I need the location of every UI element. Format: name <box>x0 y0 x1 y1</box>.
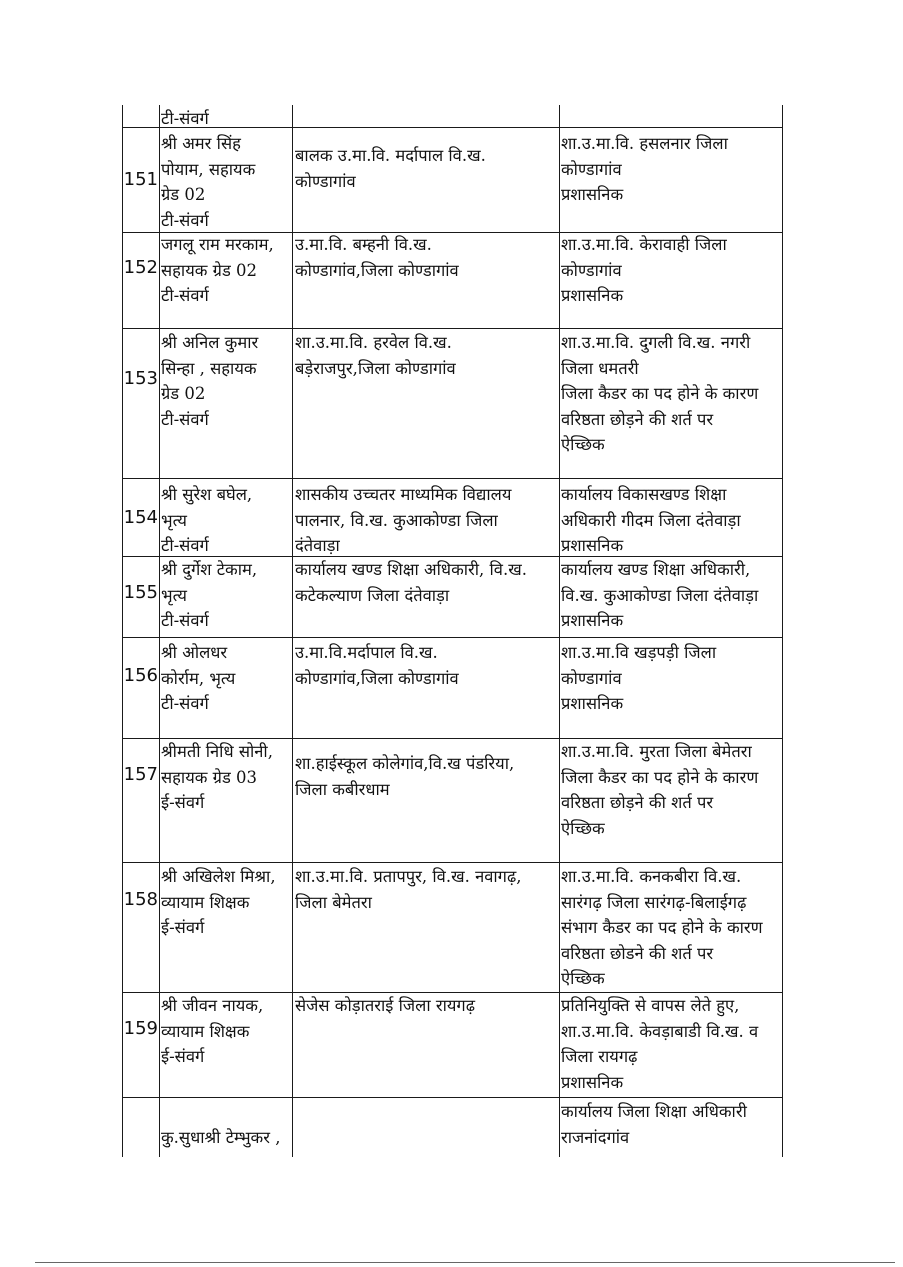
employee-name-cell-line: टी-संवर्ग <box>161 694 209 713</box>
current-posting-cell-line: सेजेस कोड़ातराई जिला रायगढ़ <box>295 996 476 1015</box>
new-posting-cell-line: शा.उ.मा.वि. केवड़ाबाडी वि.ख. व <box>561 1021 759 1041</box>
employee-name-cell-line: श्रीमती निधि सोनी, <box>161 742 273 761</box>
employee-name-cell-line: ग्रेड 02 <box>161 384 206 403</box>
new-posting-cell <box>561 232 782 309</box>
new-posting-cell <box>561 330 782 458</box>
new-posting-cell <box>561 1099 782 1150</box>
serial-number: 154 <box>123 507 158 529</box>
serial-number: 158 <box>123 889 158 911</box>
table-row-rule <box>122 862 782 863</box>
employee-name-cell-line: सिन्हा , सहायक <box>161 358 257 378</box>
employee-name-cell-line: श्री अनिल कुमार <box>161 333 259 352</box>
current-posting-cell <box>295 143 558 194</box>
new-posting-cell-line: प्रशासनिक <box>561 1072 624 1092</box>
table-row-rule <box>122 1097 782 1098</box>
employee-name-cell <box>161 640 292 717</box>
current-posting-cell <box>295 993 558 1019</box>
current-posting-cell-line: शा.उ.मा.वि. हरवेल वि.ख. <box>295 333 452 352</box>
serial-number: 157 <box>123 764 158 786</box>
current-posting-cell-line: पालनार, वि.ख. कुआकोण्डा जिला <box>295 510 498 530</box>
employee-name-cell-line: सहायक ग्रेड 02 <box>161 260 258 280</box>
employee-name-cell-line: पोयाम, सहायक <box>161 159 256 179</box>
current-posting-cell-line: बालक उ.मा.वि. मर्दापाल वि.ख. <box>295 146 486 165</box>
current-posting-cell-line: कोण्डागांव,जिला कोण्डागांव <box>295 260 459 280</box>
current-posting-cell <box>295 482 558 559</box>
new-posting-cell-line: वरिष्ठता छोडने की शर्त पर <box>561 943 714 963</box>
table-row-rule <box>122 478 782 479</box>
employee-name-cell-line: श्री ओलधर <box>161 643 228 662</box>
current-posting-cell-line: शासकीय उच्चतर माध्यमिक विद्यालय <box>295 485 512 504</box>
employee-name-cell-line: श्री सुरेश बघेल, <box>161 485 253 504</box>
employee-name-cell <box>161 106 292 132</box>
employee-name-cell-line: ग्रेड 02 <box>161 185 206 204</box>
new-posting-cell-line: शा.उ.मा.वि. हसलनार जिला <box>561 134 728 153</box>
employee-name-cell <box>161 232 292 309</box>
serial-number: 156 <box>123 665 158 687</box>
new-posting-cell-line: शा.उ.मा.वि खड़पड़ी जिला <box>561 643 717 662</box>
page-bottom-rule <box>35 1262 895 1263</box>
employee-name-cell <box>161 482 292 559</box>
new-posting-cell <box>561 739 782 841</box>
table-column-rule <box>292 105 293 1157</box>
new-posting-cell-line: कोण्डागांव <box>561 159 622 179</box>
new-posting-cell-line: जिला रायगढ़ <box>561 1047 638 1066</box>
new-posting-cell-line: जिला कैडर का पद होने के कारण <box>561 384 759 403</box>
employee-name-cell-line: ई-संवर्ग <box>161 1047 205 1066</box>
serial-number: 152 <box>123 257 158 279</box>
new-posting-cell-line: प्रशासनिक <box>561 611 624 630</box>
new-posting-cell-line: ऐच्छिक <box>561 435 605 454</box>
employee-name-cell-line: व्यायाम शिक्षक <box>161 1021 250 1041</box>
employee-name-cell-line <box>161 1099 292 1125</box>
employee-name-cell-line: टी-संवर्ग <box>161 611 209 630</box>
current-posting-cell-line: शा.उ.मा.वि. प्रतापपुर, वि.ख. नवागढ़, <box>295 867 522 886</box>
employee-name-cell-line: भृत्य <box>161 585 187 605</box>
new-posting-cell-line: शा.उ.मा.वि. दुगली वि.ख. नगरी <box>561 333 751 352</box>
new-posting-cell <box>561 557 782 634</box>
serial-number: 155 <box>123 582 158 604</box>
serial-number: 159 <box>123 1018 158 1040</box>
new-posting-cell-line: अधिकारी गीदम जिला दंतेवाड़ा <box>561 510 741 530</box>
employee-name-cell <box>161 330 292 432</box>
new-posting-cell-line: संभाग कैडर का पद होने के कारण <box>561 918 763 937</box>
employee-name-cell-line: श्री अमर सिंह <box>161 134 241 153</box>
table-row-rule <box>122 328 782 329</box>
current-posting-cell-line: कार्यालय खण्ड शिक्षा अधिकारी, वि.ख. <box>295 560 527 579</box>
current-posting-cell-line: उ.मा.वि.मर्दापाल वि.ख. <box>295 643 438 662</box>
employee-name-cell-line: टी-संवर्ग <box>161 109 209 128</box>
new-posting-cell-line: वि.ख. कुआकोण्डा जिला दंतेवाड़ा <box>561 585 759 605</box>
table-column-rule <box>559 105 560 1157</box>
new-posting-cell-line: कार्यालय जिला शिक्षा अधिकारी <box>561 1102 747 1121</box>
employee-name-cell <box>161 864 292 941</box>
new-posting-cell <box>561 482 782 559</box>
employee-name-cell-line: सहायक ग्रेड 03 <box>161 767 258 787</box>
new-posting-cell <box>561 993 782 1095</box>
current-posting-cell-line: जिला कबीरधाम <box>295 779 390 799</box>
new-posting-cell-line: ऐच्छिक <box>561 969 605 988</box>
current-posting-cell-line: कोण्डागांव,जिला कोण्डागांव <box>295 668 459 688</box>
employee-name-cell <box>161 993 292 1070</box>
employee-name-cell-line: श्री अखिलेश मिश्रा, <box>161 867 276 886</box>
new-posting-cell <box>561 131 782 208</box>
current-posting-cell-line: कटेकल्याण जिला दंतेवाड़ा <box>295 585 450 605</box>
new-posting-cell-line: कोण्डागांव <box>561 668 622 688</box>
employee-name-cell-line: कोर्राम, भृत्य <box>161 668 236 688</box>
employee-name-cell <box>161 557 292 634</box>
employee-name-cell <box>161 131 292 233</box>
table-column-rule <box>159 105 160 1157</box>
table-row-rule <box>122 637 782 638</box>
serial-number: 153 <box>123 368 158 389</box>
current-posting-cell <box>295 330 558 381</box>
employee-name-cell <box>161 739 292 816</box>
new-posting-cell-line: वरिष्ठता छोड़ने की शर्त पर <box>561 409 714 429</box>
serial-number: 151 <box>123 169 158 190</box>
new-posting-cell-line: राजनांदगांव <box>561 1127 630 1147</box>
employee-name-cell-line: कु.सुधाश्री टेम्भुकर , <box>161 1127 281 1147</box>
employee-name-cell-line: जगलू राम मरकाम, <box>161 235 274 254</box>
new-posting-cell-line: सारंगढ़ जिला सारंगढ़-बिलाईगढ़ <box>561 892 747 912</box>
employee-name-cell-line: टी-संवर्ग <box>161 286 209 305</box>
new-posting-cell <box>561 864 782 992</box>
new-posting-cell-line: प्रशासनिक <box>561 536 624 555</box>
new-posting-cell-line: ऐच्छिक <box>561 818 605 838</box>
current-posting-cell <box>295 751 558 802</box>
current-posting-cell <box>295 864 558 915</box>
new-posting-cell <box>561 640 782 717</box>
employee-name-cell-line: टी-संवर्ग <box>161 210 209 230</box>
employee-name-cell-line: श्री जीवन नायक, <box>161 996 264 1015</box>
employee-name-cell-line: भृत्य <box>161 510 187 530</box>
new-posting-cell-line: जिला कैडर का पद होने के कारण <box>561 767 759 787</box>
current-posting-cell <box>295 640 558 691</box>
new-posting-cell-line: शा.उ.मा.वि. मुरता जिला बेमेतरा <box>561 742 752 761</box>
current-posting-cell-line: कोण्डागांव <box>295 171 356 191</box>
new-posting-cell-line: वरिष्ठता छोड़ने की शर्त पर <box>561 793 714 812</box>
current-posting-cell-line: शा.हाईस्कूल कोलेगांव,वि.ख पंडरिया, <box>295 754 515 773</box>
current-posting-cell-line: उ.मा.वि. बम्हनी वि.ख. <box>295 235 432 254</box>
new-posting-cell-line: शा.उ.मा.वि. केरावाही जिला <box>561 235 727 254</box>
employee-name-cell-line: टी-संवर्ग <box>161 536 209 555</box>
new-posting-cell-line: प्रतिनियुक्ति से वापस लेते हुए, <box>561 996 740 1015</box>
new-posting-cell-line: प्रशासनिक <box>561 185 624 204</box>
current-posting-cell <box>295 232 558 283</box>
new-posting-cell-line: कोण्डागांव <box>561 260 622 280</box>
current-posting-cell <box>295 557 558 608</box>
current-posting-cell-line: बड़ेराजपुर,जिला कोण्डागांव <box>295 358 456 378</box>
employee-name-cell-line: ई-संवर्ग <box>161 918 205 937</box>
new-posting-cell-line: जिला धमतरी <box>561 358 639 378</box>
table-column-rule <box>782 105 783 1157</box>
new-posting-cell-line: प्रशासनिक <box>561 286 624 305</box>
employee-name-cell <box>161 1099 292 1150</box>
employee-name-cell-line: टी-संवर्ग <box>161 409 209 429</box>
employee-name-cell-line: ई-संवर्ग <box>161 793 205 812</box>
new-posting-cell-line: प्रशासनिक <box>561 694 624 713</box>
current-posting-cell-line: जिला बेमेतरा <box>295 892 372 912</box>
new-posting-cell-line: शा.उ.मा.वि. कनकबीरा वि.ख. <box>561 867 742 886</box>
employee-name-cell-line: व्यायाम शिक्षक <box>161 892 250 912</box>
new-posting-cell-line: कार्यालय विकासखण्ड शिक्षा <box>561 485 727 504</box>
new-posting-cell-line: कार्यालय खण्ड शिक्षा अधिकारी, <box>561 560 751 579</box>
employee-name-cell-line: श्री दुर्गेश टेकाम, <box>161 560 258 579</box>
current-posting-cell-line: दंतेवाड़ा <box>295 536 340 555</box>
